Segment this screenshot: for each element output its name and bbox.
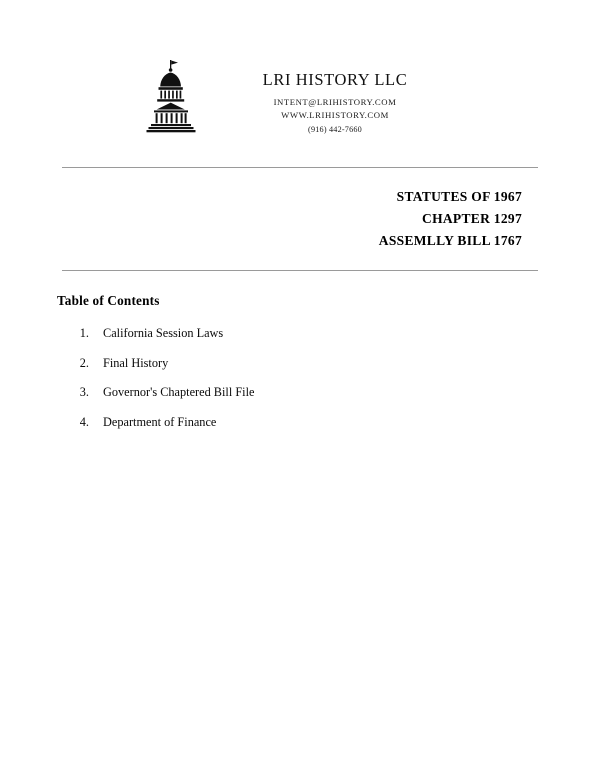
list-item[interactable]: 1. California Session Laws	[92, 325, 600, 342]
masthead	[210, 58, 460, 134]
title-block	[0, 168, 600, 252]
capitol-dome-icon	[140, 58, 202, 134]
list-item[interactable]: 2. Final History	[92, 355, 600, 372]
company-email: INTENT@LRIHISTORY.COM	[273, 97, 397, 107]
company-website: WWW.LRIHISTORY.COM	[281, 110, 389, 120]
statutes-year: STATUTES OF 1967	[396, 189, 522, 204]
company-phone: (916) 442-7660	[308, 125, 362, 134]
divider-bottom	[62, 270, 538, 271]
list-item[interactable]: 3. Governor's Chaptered Bill File	[92, 384, 600, 401]
list-item[interactable]: 4. Department of Finance	[92, 414, 600, 431]
letterhead	[0, 0, 600, 134]
company-name: LRI HISTORY LLC	[262, 70, 408, 89]
toc-list	[0, 325, 600, 430]
bill-number: ASSEMLLY BILL 1767	[378, 233, 522, 248]
toc-heading: Table of Contents	[57, 293, 160, 308]
chapter-number: CHAPTER 1297	[422, 211, 522, 226]
